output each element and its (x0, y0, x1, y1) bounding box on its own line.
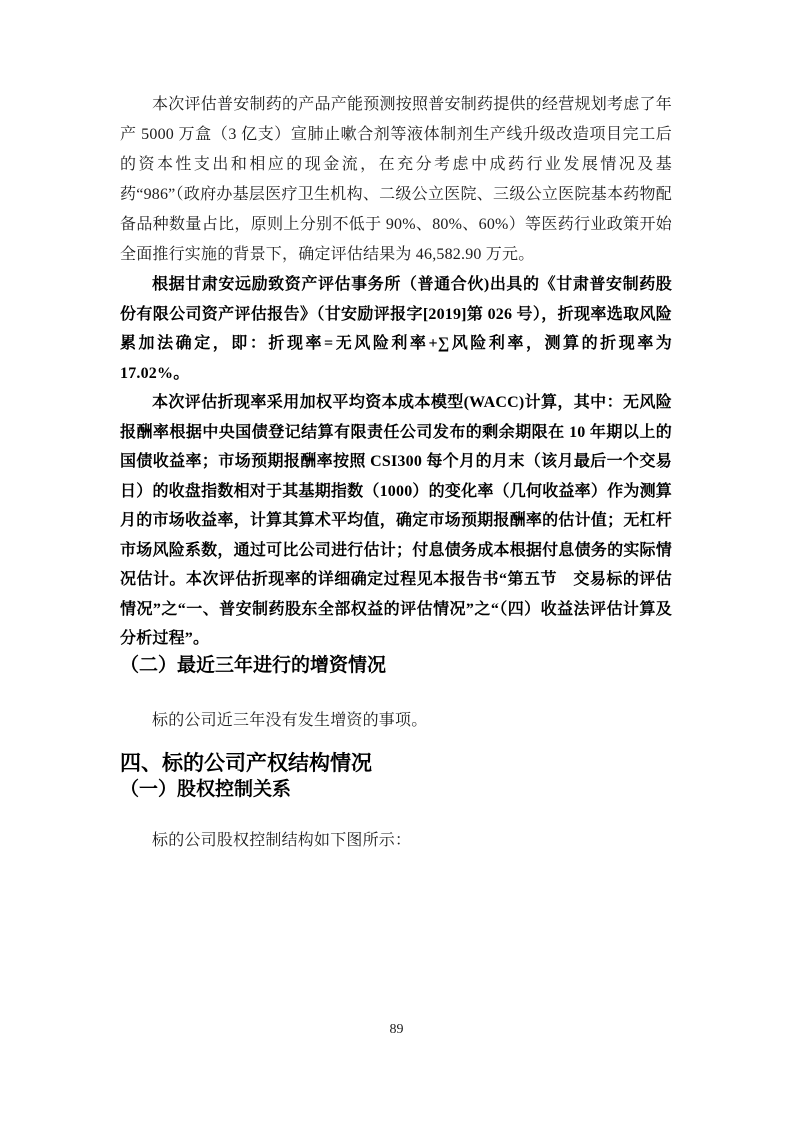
heading-ownership-structure: 四、标的公司产权结构情况 (120, 751, 372, 775)
paragraph-valuation-result: 本次评估普安制药的产品产能预测按照普安制药提供的经营规划考虑了年产 5000 万盒（3 亿支）宣肺止嗽合剂等液体制剂生产线升级改造项目完工后的资本性支出和相应的现金流，在充分考虑中成药行业发展情况及基药“986”（政府办基层医疗卫生机构、二级公立医院、三级公立医院基本药物配备品种数量占比，原则上分别不低于 90%、80%、60%）等医药行业政策开始全面推行实施的背景下，确定评估结果为 46,582.90 万元。 (120, 96, 672, 263)
heading-capital-increase: （二）最近三年进行的增资情况 (120, 654, 387, 676)
paragraph-discount-rate-basis: 根据甘肃安远励致资产评估事务所（普通合伙)出具的《甘肃普安制药股份有限公司资产评估报告》（甘安励评报字[2019]第 026 号），折现率选取风险累加法确定，即：折现率=无风险利率+∑风险利率，测算的折现率为 17.02%。 (120, 276, 672, 382)
paragraph-equity-structure-intro: 标的公司股权控制结构如下图所示： (152, 831, 412, 849)
page-number: 89 (389, 1022, 404, 1037)
paragraph-wacc-detail: 本次评估折现率采用加权平均资本成本模型(WACC)计算，其中：无风险报酬率根据中央国债登记结算有限责任公司发布的剩余期限在 10 年期以上的国债收益率；市场预期报酬率按照 CSI300 每个月的月末（该月最后一个交易日）的收盘指数相对于其基期指数（1000）的变化率（几何收益率）作为测算月的市场收益率，计算其算术平均值，确定市场预期报酬率的估计值；无杠杆市场风险系数，通过可比公司进行估计；付息债务成本根据付息债务的实际情况估计。本次评估折现率的详细确定过程见本报告书“第五节 交易标的评估情况”之“一、普安制药股东全部权益的评估情况”之“（四）收益法评估计算及分析过程”。 (120, 394, 672, 647)
heading-equity-control: （一）股权控制关系 (120, 778, 292, 800)
page-content (120, 90, 672, 856)
paragraph-no-capital-increase: 标的公司近三年没有发生增资的事项。 (152, 711, 428, 729)
